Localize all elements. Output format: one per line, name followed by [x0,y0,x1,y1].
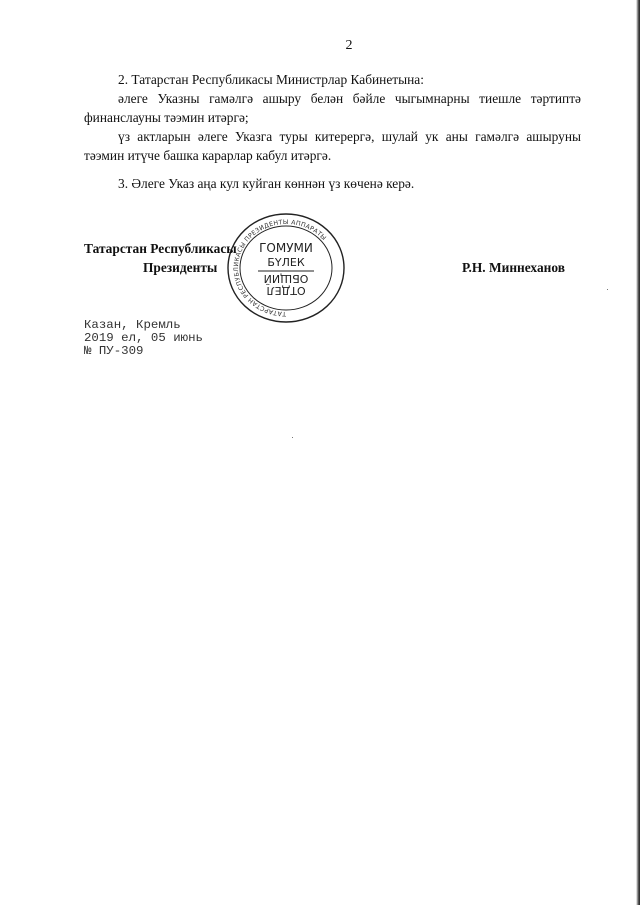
paragraph-item-2: 2. Татарстан Республикасы Министрлар Кабинетына: [118,72,424,87]
svg-text:ОБЩИЙ: ОБЩИЙ [263,272,309,285]
paragraph-financing: әлеге Указны гамәлгә ашыру белән бәйле чыгымнарны тиешле тәртиптә финанслауны тәэмин итәргә; [84,91,581,125]
official-seal-stamp [222,208,350,326]
svg-text:БҮЛЕК: БҮЛЕК [267,256,305,269]
scan-speck [607,289,608,290]
decree-number: № ПУ-309 [84,344,144,358]
page-number: 2 [345,38,353,53]
svg-text:ТАТАРСТАН РЕСПУБЛИКАСЫ ПРЕЗИДЕ: ТАТАРСТАН РЕСПУБЛИКАСЫ ПРЕЗИДЕНТЫ АППАРАТЫ [232,218,328,318]
page-edge-shadow [636,0,640,905]
place-line: Казан, Кремль [84,318,181,332]
signature-name: Р.Н. Миннеханов [462,260,565,275]
paragraph-acts: үз актларын әлеге Указга туры китерергә, шулай ук аны гамәлгә ашыруны тәэмин итүче башка карарлар кабул итәргә. [84,129,581,163]
date-line: 2019 ел, 05 июнь [84,331,203,345]
scan-speck [292,437,293,438]
signature-organization: Татарстан Республикасы [84,241,237,256]
paragraph-item-3: 3. Әлеге Указ аңа кул куйган көннән үз көченә керә. [118,176,415,191]
svg-text:ГОМУМИ: ГОМУМИ [259,241,313,255]
signature-title: Президенты [143,260,218,275]
svg-text:ОТДЕЛ: ОТДЕЛ [266,284,306,297]
